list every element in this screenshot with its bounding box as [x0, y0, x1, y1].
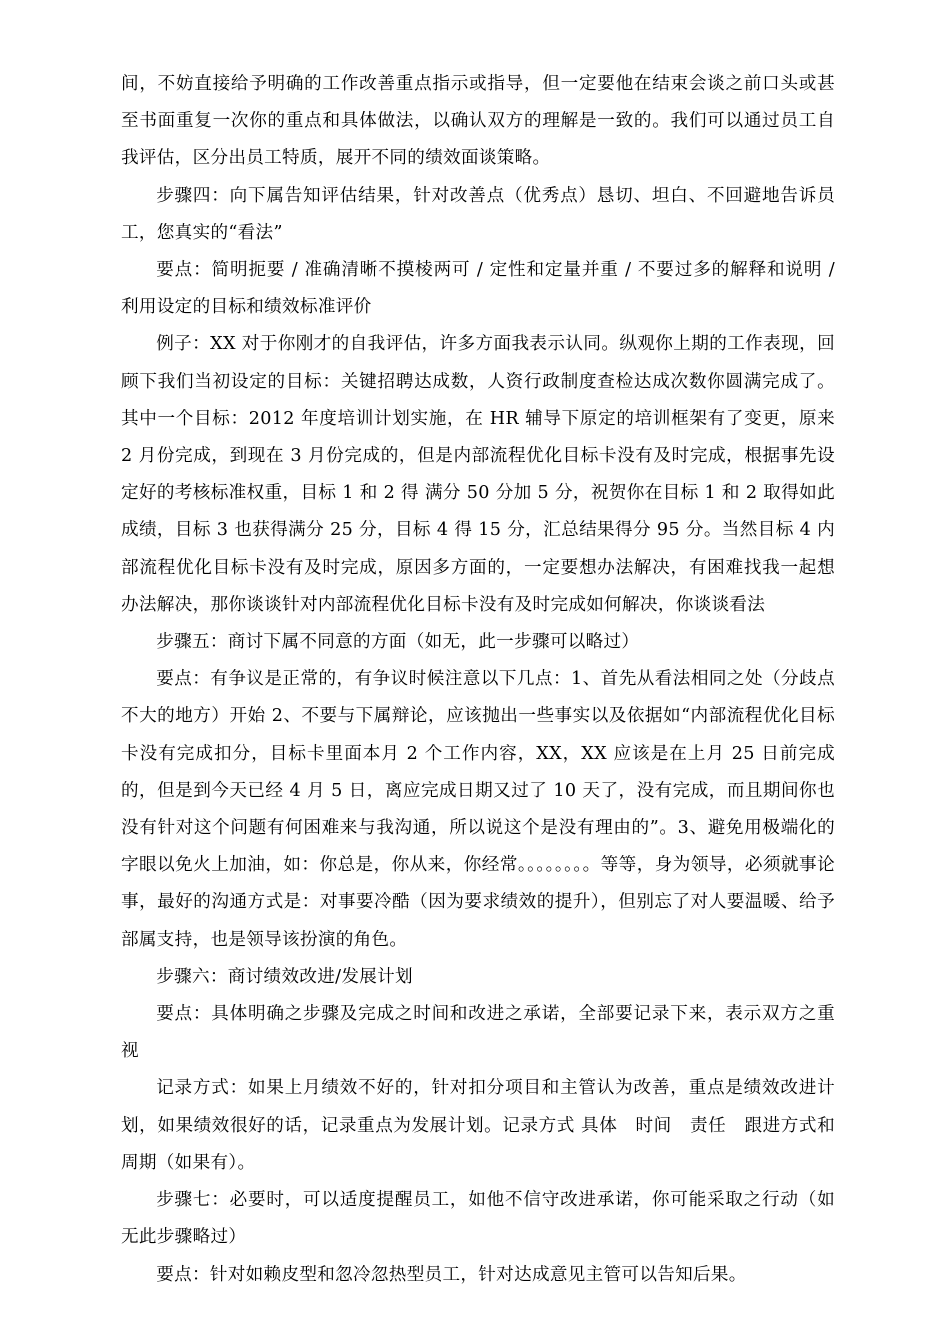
- paragraph-step-five-keypoints: 要点：有争议是正常的，有争议时候注意以下几点：1、首先从看法相同之处（分歧点不大的地方）开始 2、不要与下属辩论，应该抛出一些事实以及依据如“内部流程优化目标卡没有完成扣分，目标卡里面本月 2 个工作内容，XX，XX 应该是在上月 25 日前完成的，但是到今天已经 4 月 5 日，离应完成日期又过了 10 天了，没有完成，而且期间你也没有针对这个问题有何困难来与我沟通，所以说这个是没有理由的”。3、避免用极端化的字眼以免火上加油，如：你总是，你从来，你经常。。。。。。。。等等，身为领导，必须就事论事，最好的沟通方式是：对事要冷酷（因为要求绩效的提升），但别忘了对人要温暖、给予部属支持，也是领导该扮演的角色。: [121, 669, 835, 950]
- paragraph-step-six-keypoints: 要点：具体明确之步骤及完成之时间和改进之承诺，全部要记录下来，表示双方之重视: [121, 1004, 835, 1062]
- paragraph-step-four-example: 例子：XX 对于你刚才的自我评估，许多方面我表示认同。纵观你上期的工作表现，回顾下我们当初设定的目标：关键招聘达成数，人资行政制度查检达成次数你圆满完成了。其中一个目标：2012 年度培训计划实施，在 HR 辅导下原定的培训框架有了变更，原来 2 月份完成，到现在 3 月份完成的，但是内部流程优化目标卡没有及时完成，根据事先设定好的考核标准权重，目标 1 和 2 得 满分 50 分加 5 分，祝贺你在目标 1 和 2 取得如此成绩，目标 3 也获得满分 25 分，目标 4 得 15 分，汇总结果得分 95 分。当然目标 4 内部流程优化目标卡没有及时完成，原因多方面的，一定要想办法解决，有困难找我一起想办法解决，那你谈谈针对内部流程优化目标卡没有及时完成如何解决，你谈谈看法: [121, 334, 836, 615]
- document-page: [121, 66, 835, 1294]
- paragraph-step-four-keypoints: 要点：简明扼要 / 准确清晰不摸棱两可 / 定性和定量并重 / 不要过多的解释和说明 / 利用设定的目标和绩效标准评价: [121, 260, 835, 318]
- paragraph-step-four: 步骤四：向下属告知评估结果，针对改善点（优秀点）恳切、坦白、不回避地告诉员工，您真实的“看法”: [121, 185, 835, 243]
- paragraph-record-method: 记录方式：如果上月绩效不好的，针对扣分项目和主管认为改善，重点是绩效改进计划，如果绩效很好的话，记录重点为发展计划。记录方式 具体 时间 责任 跟进方式和周期（如果有）。: [121, 1078, 835, 1173]
- paragraph-step-six: 步骤六：商讨绩效改进/发展计划: [156, 966, 413, 987]
- paragraph-step-seven: 步骤七：必要时，可以适度提醒员工，如他不信守改进承诺，你可能采取之行动（如无此步骤略过）: [121, 1190, 835, 1248]
- paragraph-step-seven-keypoints: 要点：针对如赖皮型和忽冷忽热型员工，针对达成意见主管可以告知后果。: [156, 1264, 747, 1285]
- paragraph-interview-strategy: 间，不妨直接给予明确的工作改善重点指示或指导，但一定要他在结束会谈之前口头或甚至书面重复一次你的重点和具体做法，以确认双方的理解是一致的。我们可以通过员工自我评估，区分出员工特质，展开不同的绩效面谈策略。: [121, 74, 835, 169]
- paragraph-step-five: 步骤五：商讨下属不同意的方面（如无，此一步骤可以略过）: [156, 632, 640, 653]
